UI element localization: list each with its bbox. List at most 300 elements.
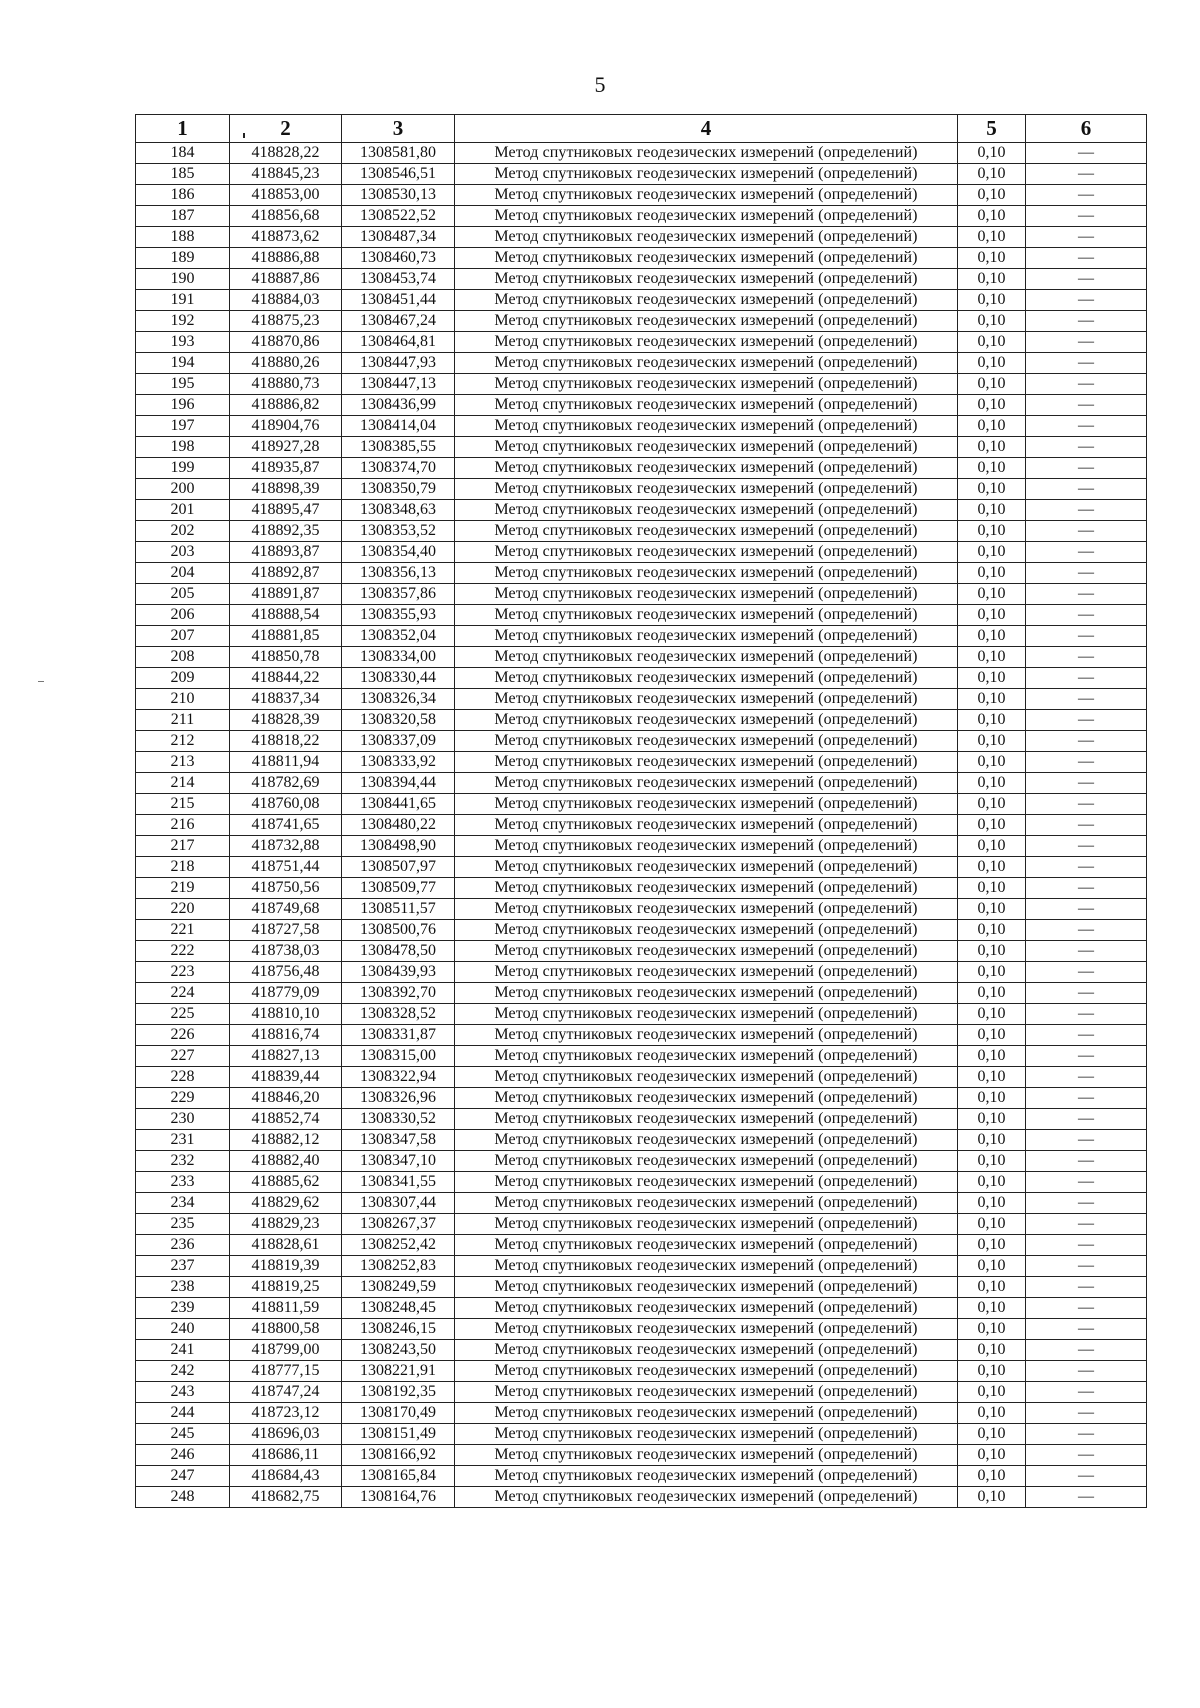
accuracy-cell: 0,10 xyxy=(958,647,1026,668)
accuracy-cell: 0,10 xyxy=(958,185,1026,206)
dash-mark: — xyxy=(1078,1215,1094,1232)
table-row xyxy=(136,542,1147,563)
table-row xyxy=(136,584,1147,605)
method-cell: Метод спутниковых геодезических измерений (определений) xyxy=(455,1298,958,1319)
dash-mark: — xyxy=(1078,1404,1094,1421)
x-coordinate-cell: 418886,88 xyxy=(230,248,342,269)
table-row xyxy=(136,458,1147,479)
dash-mark: — xyxy=(1078,165,1094,182)
dash-mark: — xyxy=(1078,606,1094,623)
dash-mark: — xyxy=(1078,333,1094,350)
method-cell: Метод спутниковых геодезических измерений (определений) xyxy=(455,1088,958,1109)
dash-mark: — xyxy=(1078,1131,1094,1148)
x-coordinate-cell: 418747,24 xyxy=(230,1382,342,1403)
table-row xyxy=(136,626,1147,647)
point-number-cell: 236 xyxy=(136,1235,230,1256)
point-number-cell: 204 xyxy=(136,563,230,584)
y-coordinate-cell: 1308353,52 xyxy=(342,521,455,542)
dash-mark: — xyxy=(1078,312,1094,329)
y-coordinate-cell: 1308447,13 xyxy=(342,374,455,395)
x-coordinate-cell: 418782,69 xyxy=(230,773,342,794)
y-coordinate-cell: 1308546,51 xyxy=(342,164,455,185)
y-coordinate-cell: 1308581,80 xyxy=(342,143,455,164)
note-cell xyxy=(1026,248,1147,269)
x-coordinate-cell: 418829,23 xyxy=(230,1214,342,1235)
x-coordinate-cell: 418904,76 xyxy=(230,416,342,437)
x-coordinate-cell: 418799,00 xyxy=(230,1340,342,1361)
accuracy-cell: 0,10 xyxy=(958,206,1026,227)
y-coordinate-cell: 1308460,73 xyxy=(342,248,455,269)
dash-mark: — xyxy=(1078,291,1094,308)
y-coordinate-cell: 1308436,99 xyxy=(342,395,455,416)
table-row xyxy=(136,962,1147,983)
method-cell: Метод спутниковых геодезических измерений (определений) xyxy=(455,1109,958,1130)
x-coordinate-cell: 418870,86 xyxy=(230,332,342,353)
point-number-cell: 234 xyxy=(136,1193,230,1214)
note-cell xyxy=(1026,416,1147,437)
table-row xyxy=(136,1130,1147,1151)
note-cell xyxy=(1026,899,1147,920)
x-coordinate-cell: 418892,87 xyxy=(230,563,342,584)
point-number-cell: 235 xyxy=(136,1214,230,1235)
accuracy-cell: 0,10 xyxy=(958,1487,1026,1508)
dash-mark: — xyxy=(1078,648,1094,665)
y-coordinate-cell: 1308511,57 xyxy=(342,899,455,920)
table-row xyxy=(136,647,1147,668)
y-coordinate-cell: 1308330,44 xyxy=(342,668,455,689)
x-coordinate-cell: 418750,56 xyxy=(230,878,342,899)
column-header-4: 4 xyxy=(455,115,958,143)
accuracy-cell: 0,10 xyxy=(958,143,1026,164)
dash-mark: — xyxy=(1078,795,1094,812)
y-coordinate-cell: 1308509,77 xyxy=(342,878,455,899)
dash-mark: — xyxy=(1078,900,1094,917)
note-cell xyxy=(1026,857,1147,878)
point-number-cell: 246 xyxy=(136,1445,230,1466)
table-row xyxy=(136,983,1147,1004)
point-number-cell: 203 xyxy=(136,542,230,563)
column-header-6: 6 xyxy=(1026,115,1147,143)
accuracy-cell: 0,10 xyxy=(958,1445,1026,1466)
dash-mark: — xyxy=(1078,963,1094,980)
table-row xyxy=(136,1487,1147,1508)
y-coordinate-cell: 1308151,49 xyxy=(342,1424,455,1445)
method-cell: Метод спутниковых геодезических измерений (определений) xyxy=(455,143,958,164)
x-coordinate-cell: 418810,10 xyxy=(230,1004,342,1025)
accuracy-cell: 0,10 xyxy=(958,1130,1026,1151)
accuracy-cell: 0,10 xyxy=(958,353,1026,374)
point-number-cell: 208 xyxy=(136,647,230,668)
point-number-cell: 232 xyxy=(136,1151,230,1172)
dash-mark: — xyxy=(1078,1026,1094,1043)
note-cell xyxy=(1026,1445,1147,1466)
note-cell xyxy=(1026,1466,1147,1487)
table-row xyxy=(136,731,1147,752)
y-coordinate-cell: 1308394,44 xyxy=(342,773,455,794)
x-coordinate-cell: 418777,15 xyxy=(230,1361,342,1382)
x-coordinate-cell: 418887,86 xyxy=(230,269,342,290)
y-coordinate-cell: 1308166,92 xyxy=(342,1445,455,1466)
table-row xyxy=(136,311,1147,332)
method-cell: Метод спутниковых геодезических измерений (определений) xyxy=(455,647,958,668)
table-row xyxy=(136,794,1147,815)
accuracy-cell: 0,10 xyxy=(958,311,1026,332)
table-row xyxy=(136,815,1147,836)
table-row xyxy=(136,1298,1147,1319)
x-coordinate-cell: 418888,54 xyxy=(230,605,342,626)
accuracy-cell: 0,10 xyxy=(958,605,1026,626)
accuracy-cell: 0,10 xyxy=(958,1277,1026,1298)
accuracy-cell: 0,10 xyxy=(958,1298,1026,1319)
point-number-cell: 230 xyxy=(136,1109,230,1130)
y-coordinate-cell: 1308500,76 xyxy=(342,920,455,941)
accuracy-cell: 0,10 xyxy=(958,815,1026,836)
y-coordinate-cell: 1308354,40 xyxy=(342,542,455,563)
y-coordinate-cell: 1308356,13 xyxy=(342,563,455,584)
column-header-3: 3 xyxy=(342,115,455,143)
note-cell xyxy=(1026,752,1147,773)
x-coordinate-cell: 418723,12 xyxy=(230,1403,342,1424)
y-coordinate-cell: 1308330,52 xyxy=(342,1109,455,1130)
table-row xyxy=(136,1151,1147,1172)
margin-mark xyxy=(38,681,44,682)
accuracy-cell: 0,10 xyxy=(958,710,1026,731)
y-coordinate-cell: 1308192,35 xyxy=(342,1382,455,1403)
dash-mark: — xyxy=(1078,1257,1094,1274)
accuracy-cell: 0,10 xyxy=(958,836,1026,857)
table-row xyxy=(136,605,1147,626)
accuracy-cell: 0,10 xyxy=(958,878,1026,899)
accuracy-cell: 0,10 xyxy=(958,731,1026,752)
table-row xyxy=(136,836,1147,857)
method-cell: Метод спутниковых геодезических измерений (определений) xyxy=(455,290,958,311)
point-number-cell: 247 xyxy=(136,1466,230,1487)
dash-mark: — xyxy=(1078,144,1094,161)
point-number-cell: 207 xyxy=(136,626,230,647)
y-coordinate-cell: 1308248,45 xyxy=(342,1298,455,1319)
dash-mark: — xyxy=(1078,1089,1094,1106)
note-cell xyxy=(1026,143,1147,164)
point-number-cell: 233 xyxy=(136,1172,230,1193)
x-coordinate-cell: 418732,88 xyxy=(230,836,342,857)
method-cell: Метод спутниковых геодезических измерений (определений) xyxy=(455,1424,958,1445)
method-cell: Метод спутниковых геодезических измерений (определений) xyxy=(455,248,958,269)
note-cell xyxy=(1026,542,1147,563)
x-coordinate-cell: 418760,08 xyxy=(230,794,342,815)
dash-mark: — xyxy=(1078,1047,1094,1064)
point-number-cell: 186 xyxy=(136,185,230,206)
dash-mark: — xyxy=(1078,564,1094,581)
accuracy-cell: 0,10 xyxy=(958,164,1026,185)
note-cell xyxy=(1026,1319,1147,1340)
accuracy-cell: 0,10 xyxy=(958,248,1026,269)
point-number-cell: 218 xyxy=(136,857,230,878)
accuracy-cell: 0,10 xyxy=(958,437,1026,458)
accuracy-cell: 0,10 xyxy=(958,269,1026,290)
dash-mark: — xyxy=(1078,438,1094,455)
accuracy-cell: 0,10 xyxy=(958,1151,1026,1172)
y-coordinate-cell: 1308315,00 xyxy=(342,1046,455,1067)
table-row xyxy=(136,773,1147,794)
accuracy-cell: 0,10 xyxy=(958,1319,1026,1340)
x-coordinate-cell: 418819,39 xyxy=(230,1256,342,1277)
point-number-cell: 185 xyxy=(136,164,230,185)
table-row xyxy=(136,143,1147,164)
table-row xyxy=(136,1445,1147,1466)
note-cell xyxy=(1026,794,1147,815)
y-coordinate-cell: 1308374,70 xyxy=(342,458,455,479)
note-cell xyxy=(1026,521,1147,542)
x-coordinate-cell: 418886,82 xyxy=(230,395,342,416)
note-cell xyxy=(1026,983,1147,1004)
table-row xyxy=(136,206,1147,227)
note-cell xyxy=(1026,920,1147,941)
point-number-cell: 242 xyxy=(136,1361,230,1382)
note-cell xyxy=(1026,1382,1147,1403)
table-row xyxy=(136,1109,1147,1130)
note-cell xyxy=(1026,1088,1147,1109)
note-cell xyxy=(1026,1424,1147,1445)
point-number-cell: 244 xyxy=(136,1403,230,1424)
x-coordinate-cell: 418885,62 xyxy=(230,1172,342,1193)
note-cell xyxy=(1026,206,1147,227)
x-coordinate-cell: 418881,85 xyxy=(230,626,342,647)
dash-mark: — xyxy=(1078,207,1094,224)
x-coordinate-cell: 418818,22 xyxy=(230,731,342,752)
note-cell xyxy=(1026,647,1147,668)
dash-mark: — xyxy=(1078,1152,1094,1169)
dash-mark: — xyxy=(1078,753,1094,770)
method-cell: Метод спутниковых геодезических измерений (определений) xyxy=(455,584,958,605)
method-cell: Метод спутниковых геодезических измерений (определений) xyxy=(455,962,958,983)
point-number-cell: 219 xyxy=(136,878,230,899)
dash-mark: — xyxy=(1078,1236,1094,1253)
method-cell: Метод спутниковых геодезических измерений (определений) xyxy=(455,269,958,290)
accuracy-cell: 0,10 xyxy=(958,521,1026,542)
x-coordinate-cell: 418727,58 xyxy=(230,920,342,941)
point-number-cell: 245 xyxy=(136,1424,230,1445)
note-cell xyxy=(1026,1361,1147,1382)
x-coordinate-cell: 418845,23 xyxy=(230,164,342,185)
dash-mark: — xyxy=(1078,522,1094,539)
method-cell: Метод спутниковых геодезических измерений (определений) xyxy=(455,794,958,815)
method-cell: Метод спутниковых геодезических измерений (определений) xyxy=(455,374,958,395)
x-coordinate-cell: 418846,20 xyxy=(230,1088,342,1109)
table-row xyxy=(136,563,1147,584)
note-cell xyxy=(1026,836,1147,857)
method-cell: Метод спутниковых геодезических измерений (определений) xyxy=(455,563,958,584)
dash-mark: — xyxy=(1078,1278,1094,1295)
dash-mark: — xyxy=(1078,270,1094,287)
table-row xyxy=(136,899,1147,920)
x-coordinate-cell: 418811,94 xyxy=(230,752,342,773)
dash-mark: — xyxy=(1078,732,1094,749)
note-cell xyxy=(1026,1277,1147,1298)
x-coordinate-cell: 418880,73 xyxy=(230,374,342,395)
dash-mark: — xyxy=(1078,669,1094,686)
note-cell xyxy=(1026,500,1147,521)
method-cell: Метод спутниковых геодезических измерений (определений) xyxy=(455,731,958,752)
accuracy-cell: 0,10 xyxy=(958,395,1026,416)
method-cell: Метод спутниковых геодезических измерений (определений) xyxy=(455,1277,958,1298)
dash-mark: — xyxy=(1078,1173,1094,1190)
point-number-cell: 193 xyxy=(136,332,230,353)
table-row xyxy=(136,416,1147,437)
accuracy-cell: 0,10 xyxy=(958,500,1026,521)
method-cell: Метод спутниковых геодезических измерений (определений) xyxy=(455,1487,958,1508)
note-cell xyxy=(1026,1340,1147,1361)
x-coordinate-cell: 418927,28 xyxy=(230,437,342,458)
accuracy-cell: 0,10 xyxy=(958,374,1026,395)
table-row xyxy=(136,1361,1147,1382)
dash-mark: — xyxy=(1078,1488,1094,1505)
table-row xyxy=(136,248,1147,269)
x-coordinate-cell: 418844,22 xyxy=(230,668,342,689)
method-cell: Метод спутниковых геодезических измерений (определений) xyxy=(455,1361,958,1382)
note-cell xyxy=(1026,185,1147,206)
point-number-cell: 226 xyxy=(136,1025,230,1046)
point-number-cell: 223 xyxy=(136,962,230,983)
x-coordinate-cell: 418837,34 xyxy=(230,689,342,710)
x-coordinate-cell: 418875,23 xyxy=(230,311,342,332)
method-cell: Метод спутниковых геодезических измерений (определений) xyxy=(455,941,958,962)
point-number-cell: 220 xyxy=(136,899,230,920)
table-row xyxy=(136,1046,1147,1067)
dash-mark: — xyxy=(1078,501,1094,518)
accuracy-cell: 0,10 xyxy=(958,1004,1026,1025)
point-number-cell: 212 xyxy=(136,731,230,752)
method-cell: Метод спутниковых геодезических измерений (определений) xyxy=(455,899,958,920)
accuracy-cell: 0,10 xyxy=(958,1067,1026,1088)
note-cell xyxy=(1026,563,1147,584)
note-cell xyxy=(1026,626,1147,647)
y-coordinate-cell: 1308385,55 xyxy=(342,437,455,458)
point-number-cell: 224 xyxy=(136,983,230,1004)
note-cell xyxy=(1026,458,1147,479)
y-coordinate-cell: 1308441,65 xyxy=(342,794,455,815)
method-cell: Метод спутниковых геодезических измерений (определений) xyxy=(455,1214,958,1235)
method-cell: Метод спутниковых геодезических измерений (определений) xyxy=(455,1256,958,1277)
accuracy-cell: 0,10 xyxy=(958,689,1026,710)
dash-mark: — xyxy=(1078,249,1094,266)
x-coordinate-cell: 418741,65 xyxy=(230,815,342,836)
note-cell xyxy=(1026,962,1147,983)
x-coordinate-cell: 418751,44 xyxy=(230,857,342,878)
x-coordinate-cell: 418816,74 xyxy=(230,1025,342,1046)
note-cell xyxy=(1026,1151,1147,1172)
accuracy-cell: 0,10 xyxy=(958,542,1026,563)
x-coordinate-cell: 418738,03 xyxy=(230,941,342,962)
note-cell xyxy=(1026,878,1147,899)
accuracy-cell: 0,10 xyxy=(958,773,1026,794)
method-cell: Метод спутниковых геодезических измерений (определений) xyxy=(455,437,958,458)
table-row xyxy=(136,1067,1147,1088)
table-row xyxy=(136,1088,1147,1109)
accuracy-cell: 0,10 xyxy=(958,1340,1026,1361)
y-coordinate-cell: 1308243,50 xyxy=(342,1340,455,1361)
method-cell: Метод спутниковых геодезических измерений (определений) xyxy=(455,1235,958,1256)
point-number-cell: 202 xyxy=(136,521,230,542)
note-cell xyxy=(1026,731,1147,752)
y-coordinate-cell: 1308392,70 xyxy=(342,983,455,1004)
dash-mark: — xyxy=(1078,480,1094,497)
x-coordinate-cell: 418852,74 xyxy=(230,1109,342,1130)
method-cell: Метод спутниковых геодезических измерений (определений) xyxy=(455,416,958,437)
accuracy-cell: 0,10 xyxy=(958,920,1026,941)
method-cell: Метод спутниковых геодезических измерений (определений) xyxy=(455,1382,958,1403)
dash-mark: — xyxy=(1078,375,1094,392)
method-cell: Метод спутниковых геодезических измерений (определений) xyxy=(455,752,958,773)
y-coordinate-cell: 1308453,74 xyxy=(342,269,455,290)
method-cell: Метод спутниковых геодезических измерений (определений) xyxy=(455,773,958,794)
y-coordinate-cell: 1308357,86 xyxy=(342,584,455,605)
table-row xyxy=(136,521,1147,542)
note-cell xyxy=(1026,1172,1147,1193)
dash-mark: — xyxy=(1078,417,1094,434)
accuracy-cell: 0,10 xyxy=(958,584,1026,605)
point-number-cell: 243 xyxy=(136,1382,230,1403)
dash-mark: — xyxy=(1078,1467,1094,1484)
table-row xyxy=(136,227,1147,248)
note-cell xyxy=(1026,710,1147,731)
accuracy-cell: 0,10 xyxy=(958,227,1026,248)
x-coordinate-cell: 418884,03 xyxy=(230,290,342,311)
y-coordinate-cell: 1308467,24 xyxy=(342,311,455,332)
column-header-2: 2 xyxy=(230,115,342,143)
point-number-cell: 225 xyxy=(136,1004,230,1025)
accuracy-cell: 0,10 xyxy=(958,332,1026,353)
y-coordinate-cell: 1308246,15 xyxy=(342,1319,455,1340)
note-cell xyxy=(1026,1067,1147,1088)
accuracy-cell: 0,10 xyxy=(958,1256,1026,1277)
x-coordinate-cell: 418882,12 xyxy=(230,1130,342,1151)
method-cell: Метод спутниковых геодезических измерений (определений) xyxy=(455,836,958,857)
table-row xyxy=(136,374,1147,395)
x-coordinate-cell: 418686,11 xyxy=(230,1445,342,1466)
note-cell xyxy=(1026,605,1147,626)
point-number-cell: 215 xyxy=(136,794,230,815)
x-coordinate-cell: 418819,25 xyxy=(230,1277,342,1298)
method-cell: Метод спутниковых геодезических измерений (определений) xyxy=(455,353,958,374)
point-number-cell: 214 xyxy=(136,773,230,794)
point-number-cell: 201 xyxy=(136,500,230,521)
point-number-cell: 240 xyxy=(136,1319,230,1340)
method-cell: Метод спутниковых геодезических измерений (определений) xyxy=(455,542,958,563)
column-header-1: 1 xyxy=(136,115,230,143)
x-coordinate-cell: 418811,59 xyxy=(230,1298,342,1319)
table-row xyxy=(136,290,1147,311)
method-cell: Метод спутниковых геодезических измерений (определений) xyxy=(455,878,958,899)
y-coordinate-cell: 1308337,09 xyxy=(342,731,455,752)
y-coordinate-cell: 1308498,90 xyxy=(342,836,455,857)
y-coordinate-cell: 1308350,79 xyxy=(342,479,455,500)
dash-mark: — xyxy=(1078,1068,1094,1085)
y-coordinate-cell: 1308347,58 xyxy=(342,1130,455,1151)
method-cell: Метод спутниковых геодезических измерений (определений) xyxy=(455,710,958,731)
x-coordinate-cell: 418882,40 xyxy=(230,1151,342,1172)
table-row xyxy=(136,1277,1147,1298)
accuracy-cell: 0,10 xyxy=(958,1382,1026,1403)
table-row xyxy=(136,710,1147,731)
x-coordinate-cell: 418935,87 xyxy=(230,458,342,479)
y-coordinate-cell: 1308249,59 xyxy=(342,1277,455,1298)
note-cell xyxy=(1026,689,1147,710)
note-cell xyxy=(1026,668,1147,689)
accuracy-cell: 0,10 xyxy=(958,1466,1026,1487)
table-row xyxy=(136,1319,1147,1340)
accuracy-cell: 0,10 xyxy=(958,1235,1026,1256)
y-coordinate-cell: 1308530,13 xyxy=(342,185,455,206)
